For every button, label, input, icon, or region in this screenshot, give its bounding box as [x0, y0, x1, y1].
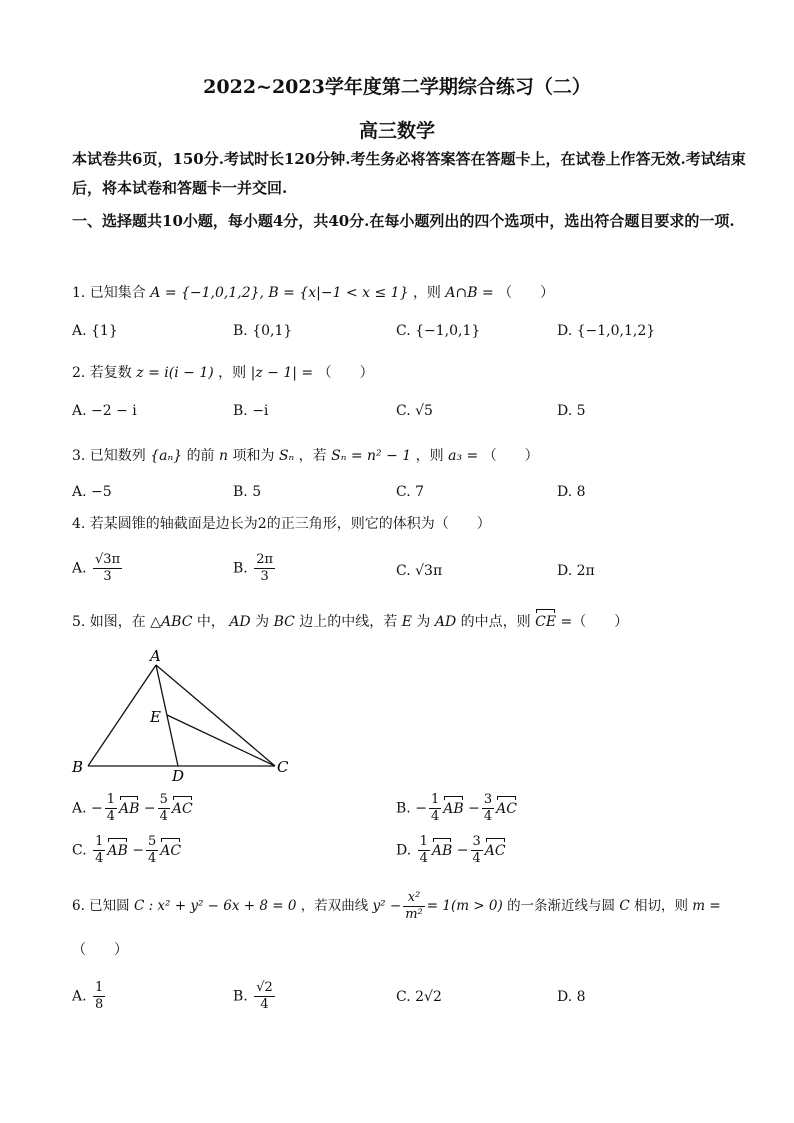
label-c: C: [277, 758, 289, 776]
q6-math3: C: [619, 898, 630, 914]
q3-stem-d: ，若: [298, 448, 327, 464]
q6-math: C : x² + y² − 6x + 8 = 0: [133, 898, 297, 914]
exam-instructions: 本试卷共6页，150分.考试时长120分钟.考生务必将答案答在答题卡上，在试卷上作答无效.考试结束后，将本试卷和答题卡一并交回.: [72, 150, 746, 197]
q2-option-c: C. √5: [396, 403, 433, 419]
q1-stem-b: ，则: [412, 285, 441, 301]
q5-option-a: [72, 792, 193, 825]
side-ab: [88, 665, 156, 766]
q5-math4: E: [401, 614, 412, 630]
q5-math: △ABC: [150, 614, 193, 630]
q5-a-n2: 5: [159, 792, 168, 807]
q4-a-num: √3π: [95, 552, 121, 567]
q5-d-frac1: [418, 834, 430, 867]
q5-b-d1: 4: [430, 809, 440, 824]
q3-option-a: A. −5: [72, 484, 112, 500]
q5-c-n2: 5: [148, 834, 157, 849]
q5-d-label: D.: [396, 842, 412, 859]
question-5: [72, 612, 752, 632]
q3-option-b: B. 5: [233, 484, 262, 500]
q5-math6-vector: CE: [535, 614, 557, 630]
q5-c-frac2: [146, 834, 158, 867]
q5-stem-f: 的中点，则: [460, 614, 531, 630]
q5-math2: AD: [229, 614, 251, 630]
section-heading: 一、选择题共10小题，每小题4分，共40分.在每小题列出的四个选项中，选出符合题目要求的一项.: [72, 212, 735, 230]
q5-option-c: [72, 834, 181, 867]
q1-stem-a: 1. 已知集合: [72, 285, 146, 301]
q6-option-d: D. 8: [557, 989, 586, 1005]
q2-option-d: D. 5: [557, 403, 586, 419]
q5-a-d1: 4: [106, 809, 116, 824]
q6-a-num: 1: [95, 980, 104, 995]
q6-b-label: B.: [233, 988, 248, 1005]
q2-stem-a: 2. 若复数: [72, 365, 132, 381]
side-ac: [156, 665, 275, 766]
q3-option-d: D. 8: [557, 484, 586, 500]
q5-stem-g: =（ ）: [560, 614, 629, 630]
q5-a-n1: 1: [106, 792, 116, 807]
q5-b-n1: 1: [430, 792, 440, 807]
q5-d-frac2: [471, 834, 483, 867]
q6-option-b: [233, 980, 277, 1013]
q6-math4: m =: [692, 898, 721, 914]
q1-option-d: D. {−1,0,1,2}: [557, 323, 656, 339]
q5-c-sign2: −: [132, 842, 144, 859]
q6-a-den: 8: [95, 997, 104, 1012]
label-b: B: [72, 758, 84, 776]
q5-b-v1: AB: [443, 800, 464, 817]
q5-c-v2: AC: [160, 842, 182, 859]
label-a: A: [150, 647, 161, 665]
q5-a-sign1: −: [91, 800, 103, 817]
q5-b-label: B.: [396, 800, 411, 817]
q5-math3: BC: [273, 614, 295, 630]
q4-option-c: C. √3π: [396, 563, 443, 579]
q5-b-frac2: [482, 792, 494, 825]
q5-b-sign2: −: [468, 800, 480, 817]
question-1: [72, 283, 752, 303]
q5-stem-a: 5. 如图，在: [72, 614, 146, 630]
q5-math5: AD: [434, 614, 457, 630]
q5-c-n1: 1: [95, 834, 104, 849]
q3-stem-f: （ ）: [482, 448, 539, 464]
q6-stem-d: 相切，则: [634, 898, 688, 914]
q5-a-v1: AB: [119, 800, 140, 817]
q6-b-den: 4: [260, 997, 269, 1012]
q1-option-c: C. {−1,0,1}: [396, 323, 481, 339]
q5-option-b: [396, 792, 517, 825]
q2-option-a: A. −2 − i: [72, 403, 137, 419]
q5-a-d2: 4: [159, 809, 168, 824]
q5-option-d: [396, 834, 506, 867]
q6-math2b: = 1(m > 0): [426, 898, 503, 914]
q5-a-frac2: [158, 792, 170, 825]
q5-d-v2: AC: [484, 842, 506, 859]
page-subtitle: 高三数学: [358, 120, 435, 142]
q2-math: z = i(i − 1): [136, 365, 214, 381]
q4-option-b: [233, 552, 277, 585]
q3-stem-b: 的前: [186, 448, 215, 464]
q4-option-a-fraction: [93, 552, 122, 585]
q5-stem-c: 为: [255, 614, 270, 630]
q5-a-label: A.: [72, 800, 87, 817]
q6-paren: （ ）: [72, 942, 128, 958]
q3-n: n: [219, 448, 229, 464]
q5-a-sign2: −: [143, 800, 156, 817]
q5-c-d2: 4: [148, 851, 157, 866]
q6-option-a: [72, 980, 107, 1013]
q6-stem-b: ，若双曲线: [300, 898, 369, 914]
q6-math2a: y² −: [372, 898, 402, 914]
q4-option-b-fraction: [254, 552, 275, 585]
question-4: 4. 若某圆锥的轴截面是边长为2的正三角形，则它的体积为（ ）: [72, 516, 491, 532]
q6-b-fraction: [254, 980, 275, 1013]
q5-a-frac1: [105, 792, 117, 825]
q1-math: A = {−1,0,1,2}, B = {x|−1 < x ≤ 1}: [150, 285, 409, 301]
q5-c-label: C.: [72, 842, 87, 859]
q5-b-frac1: [429, 792, 441, 825]
q5-d-d1: 4: [419, 851, 428, 866]
q5-d-n2: 3: [472, 834, 481, 849]
q4-option-a: [72, 552, 124, 585]
q5-d-d2: 4: [472, 851, 481, 866]
q2-math2: |z − 1| =: [250, 365, 314, 381]
q6-option-c: C. 2√2: [396, 989, 442, 1005]
q5-d-n1: 1: [419, 834, 428, 849]
q4-b-den: 3: [260, 569, 269, 584]
q1-option-b: B. {0,1}: [233, 323, 293, 339]
q6-stem-c: 的一条渐近线与圆: [507, 898, 616, 914]
q5-c-d1: 4: [95, 851, 104, 866]
q6-frac-num: x²: [403, 890, 425, 907]
page-title: 2022~2023学年度第二学期综合练习（二）: [203, 76, 591, 98]
q6-fraction: [403, 890, 425, 923]
q5-a-v2: AC: [171, 800, 193, 817]
q4-option-a-label: A.: [72, 560, 87, 577]
q4-b-num: 2π: [256, 552, 274, 567]
q3-math3: Sₙ = n² − 1: [331, 448, 412, 464]
question-2: [72, 363, 752, 383]
q5-b-v2: AC: [496, 800, 517, 817]
q6-a-label: A.: [72, 988, 87, 1005]
q5-stem-b: 中，: [196, 614, 225, 630]
q6-stem-a: 6. 已知圆: [72, 898, 130, 914]
q4-option-d: D. 2π: [557, 563, 595, 579]
q5-stem-d: 边上的中线，若: [299, 614, 398, 630]
q5-b-n2: 3: [483, 792, 493, 807]
q3-stem-a: 3. 已知数列: [72, 448, 146, 464]
q5-b-d2: 4: [483, 809, 493, 824]
q2-stem-c: （ ）: [317, 365, 374, 381]
q4-a-den: 3: [103, 569, 112, 584]
q3-stem-c: 项和为: [232, 448, 275, 464]
q3-math: {aₙ}: [150, 448, 183, 464]
q5-c-v1: AB: [107, 842, 128, 859]
q6-a-fraction: [93, 980, 105, 1013]
q1-stem-c: （ ）: [498, 285, 555, 301]
q1-math2: A∩B =: [445, 285, 494, 301]
question-3: [72, 446, 752, 466]
q4-option-b-label: B.: [233, 560, 248, 577]
q6-b-num: √2: [256, 980, 273, 995]
triangle-figure: [68, 645, 298, 785]
q5-b-sign1: −: [415, 800, 427, 817]
q2-option-b: B. −i: [233, 403, 269, 419]
question-6: [72, 890, 752, 923]
segment-ce: [167, 715, 275, 766]
label-d: D: [172, 767, 185, 785]
q5-d-v1: AB: [431, 842, 453, 859]
q3-option-c: C. 7: [396, 484, 425, 500]
q3-math4: a₃ =: [448, 448, 479, 464]
q1-option-a: A. {1}: [72, 323, 118, 339]
q5-d-sign2: −: [456, 842, 469, 859]
q6-frac-den: m²: [405, 907, 423, 922]
q3-stem-e: ，则: [415, 448, 444, 464]
q5-stem-e: 为: [416, 614, 431, 630]
q3-math2: Sₙ: [278, 448, 295, 464]
label-e: E: [150, 708, 161, 726]
q2-stem-b: ，则: [218, 365, 247, 381]
q5-c-frac1: [93, 834, 105, 867]
